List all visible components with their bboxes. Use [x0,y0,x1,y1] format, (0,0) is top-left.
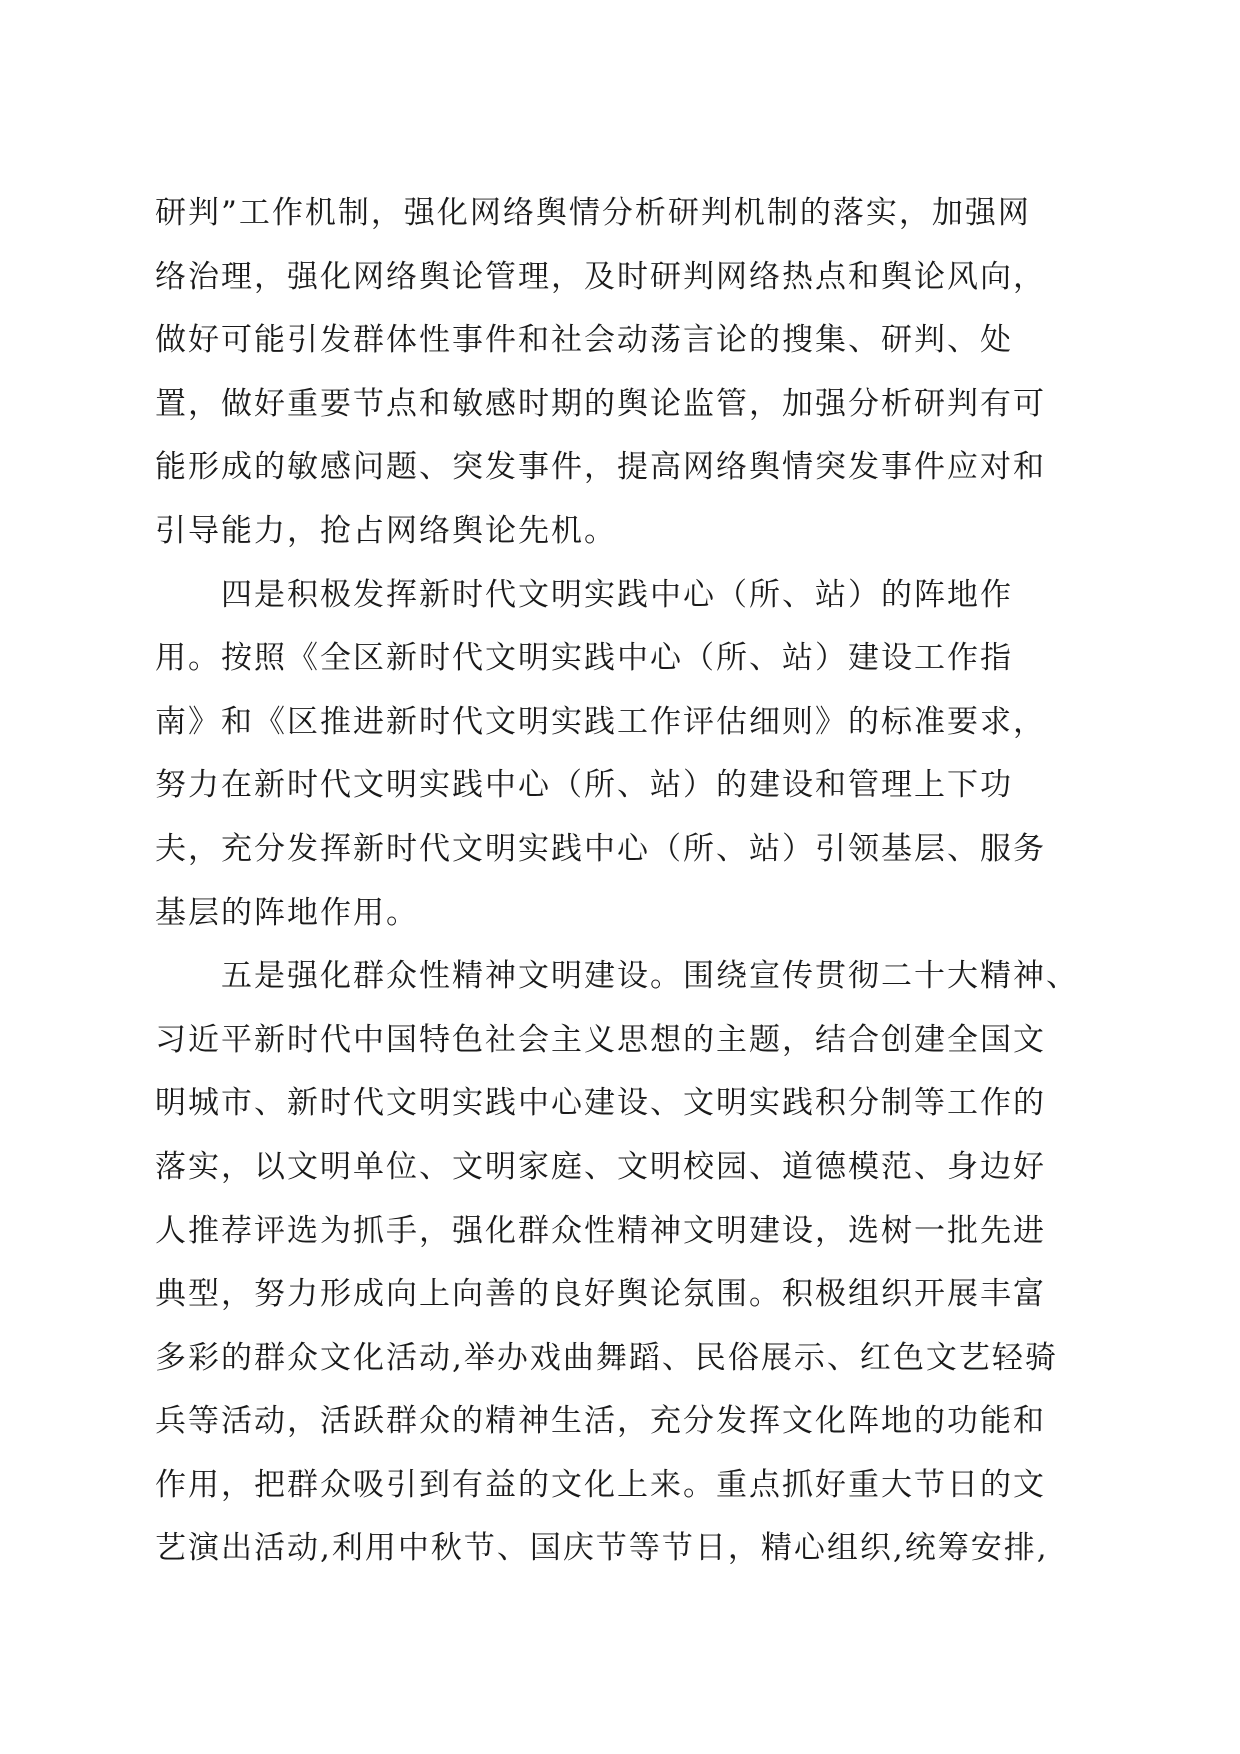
text-line: 艺演出活动,利用中秋节、国庆节等节日，精心组织,统筹安排, [155,1530,1049,1567]
text-line: 置，做好重要节点和敏感时期的舆论监管，加强分析研判有可 [155,385,1046,422]
text-line: 作用，把群众吸引到有益的文化上来。重点抓好重大节日的文 [155,1466,1046,1503]
text-line: 人推荐评选为抓手，强化群众性精神文明建设，选树一批先进 [155,1212,1046,1249]
text-line: 能形成的敏感问题、突发事件，提高网络舆情突发事件应对和 [155,449,1046,486]
text-line: 引导能力，抢占网络舆论先机。 [155,512,617,549]
paragraph-mass-spiritual-civilization [155,945,1090,1581]
text-line: 络治理，强化网络舆论管理，及时研判网络热点和舆论风向， [155,258,1046,295]
text-line: 五是强化群众性精神文明建设。围绕宣传贯彻二十大精神、 [221,958,1079,995]
text-line: 用。按照《全区新时代文明实践中心（所、站）建设工作指 [155,640,1013,677]
text-line: 典型，努力形成向上向善的良好舆论氛围。积极组织开展丰富 [155,1276,1046,1313]
text-line: 夫，充分发挥新时代文明实践中心（所、站）引领基层、服务 [155,830,1046,867]
text-line: 四是积极发挥新时代文明实践中心（所、站）的阵地作 [221,576,1013,613]
text-line: 明城市、新时代文明实践中心建设、文明实践积分制等工作的 [155,1085,1046,1122]
text-line: 研判”工作机制，强化网络舆情分析研判机制的落实，加强网 [155,195,1031,231]
text-line: 兵等活动，活跃群众的精神生活，充分发挥文化阵地的功能和 [155,1403,1046,1440]
paragraph-civilization-practice-centers [155,564,1090,946]
text-line: 落实，以文明单位、文明家庭、文明校园、道德模范、身边好 [155,1148,1046,1185]
text-line: 多彩的群众文化活动,举办戏曲舞蹈、民俗展示、红色文艺轻骑 [155,1339,1058,1376]
text-line: 做好可能引发群体性事件和社会动荡言论的搜集、研判、处 [155,322,1013,359]
text-line: 习近平新时代中国特色社会主义思想的主题，结合创建全国文 [155,1021,1046,1058]
text-line: 南》和《区推进新时代文明实践工作评估细则》的标准要求， [155,703,1046,740]
paragraph-online-opinion [155,182,1090,564]
body-text [155,182,1090,1581]
text-line: 努力在新时代文明实践中心（所、站）的建设和管理上下功 [155,767,1013,804]
text-line: 基层的阵地作用。 [155,894,419,931]
